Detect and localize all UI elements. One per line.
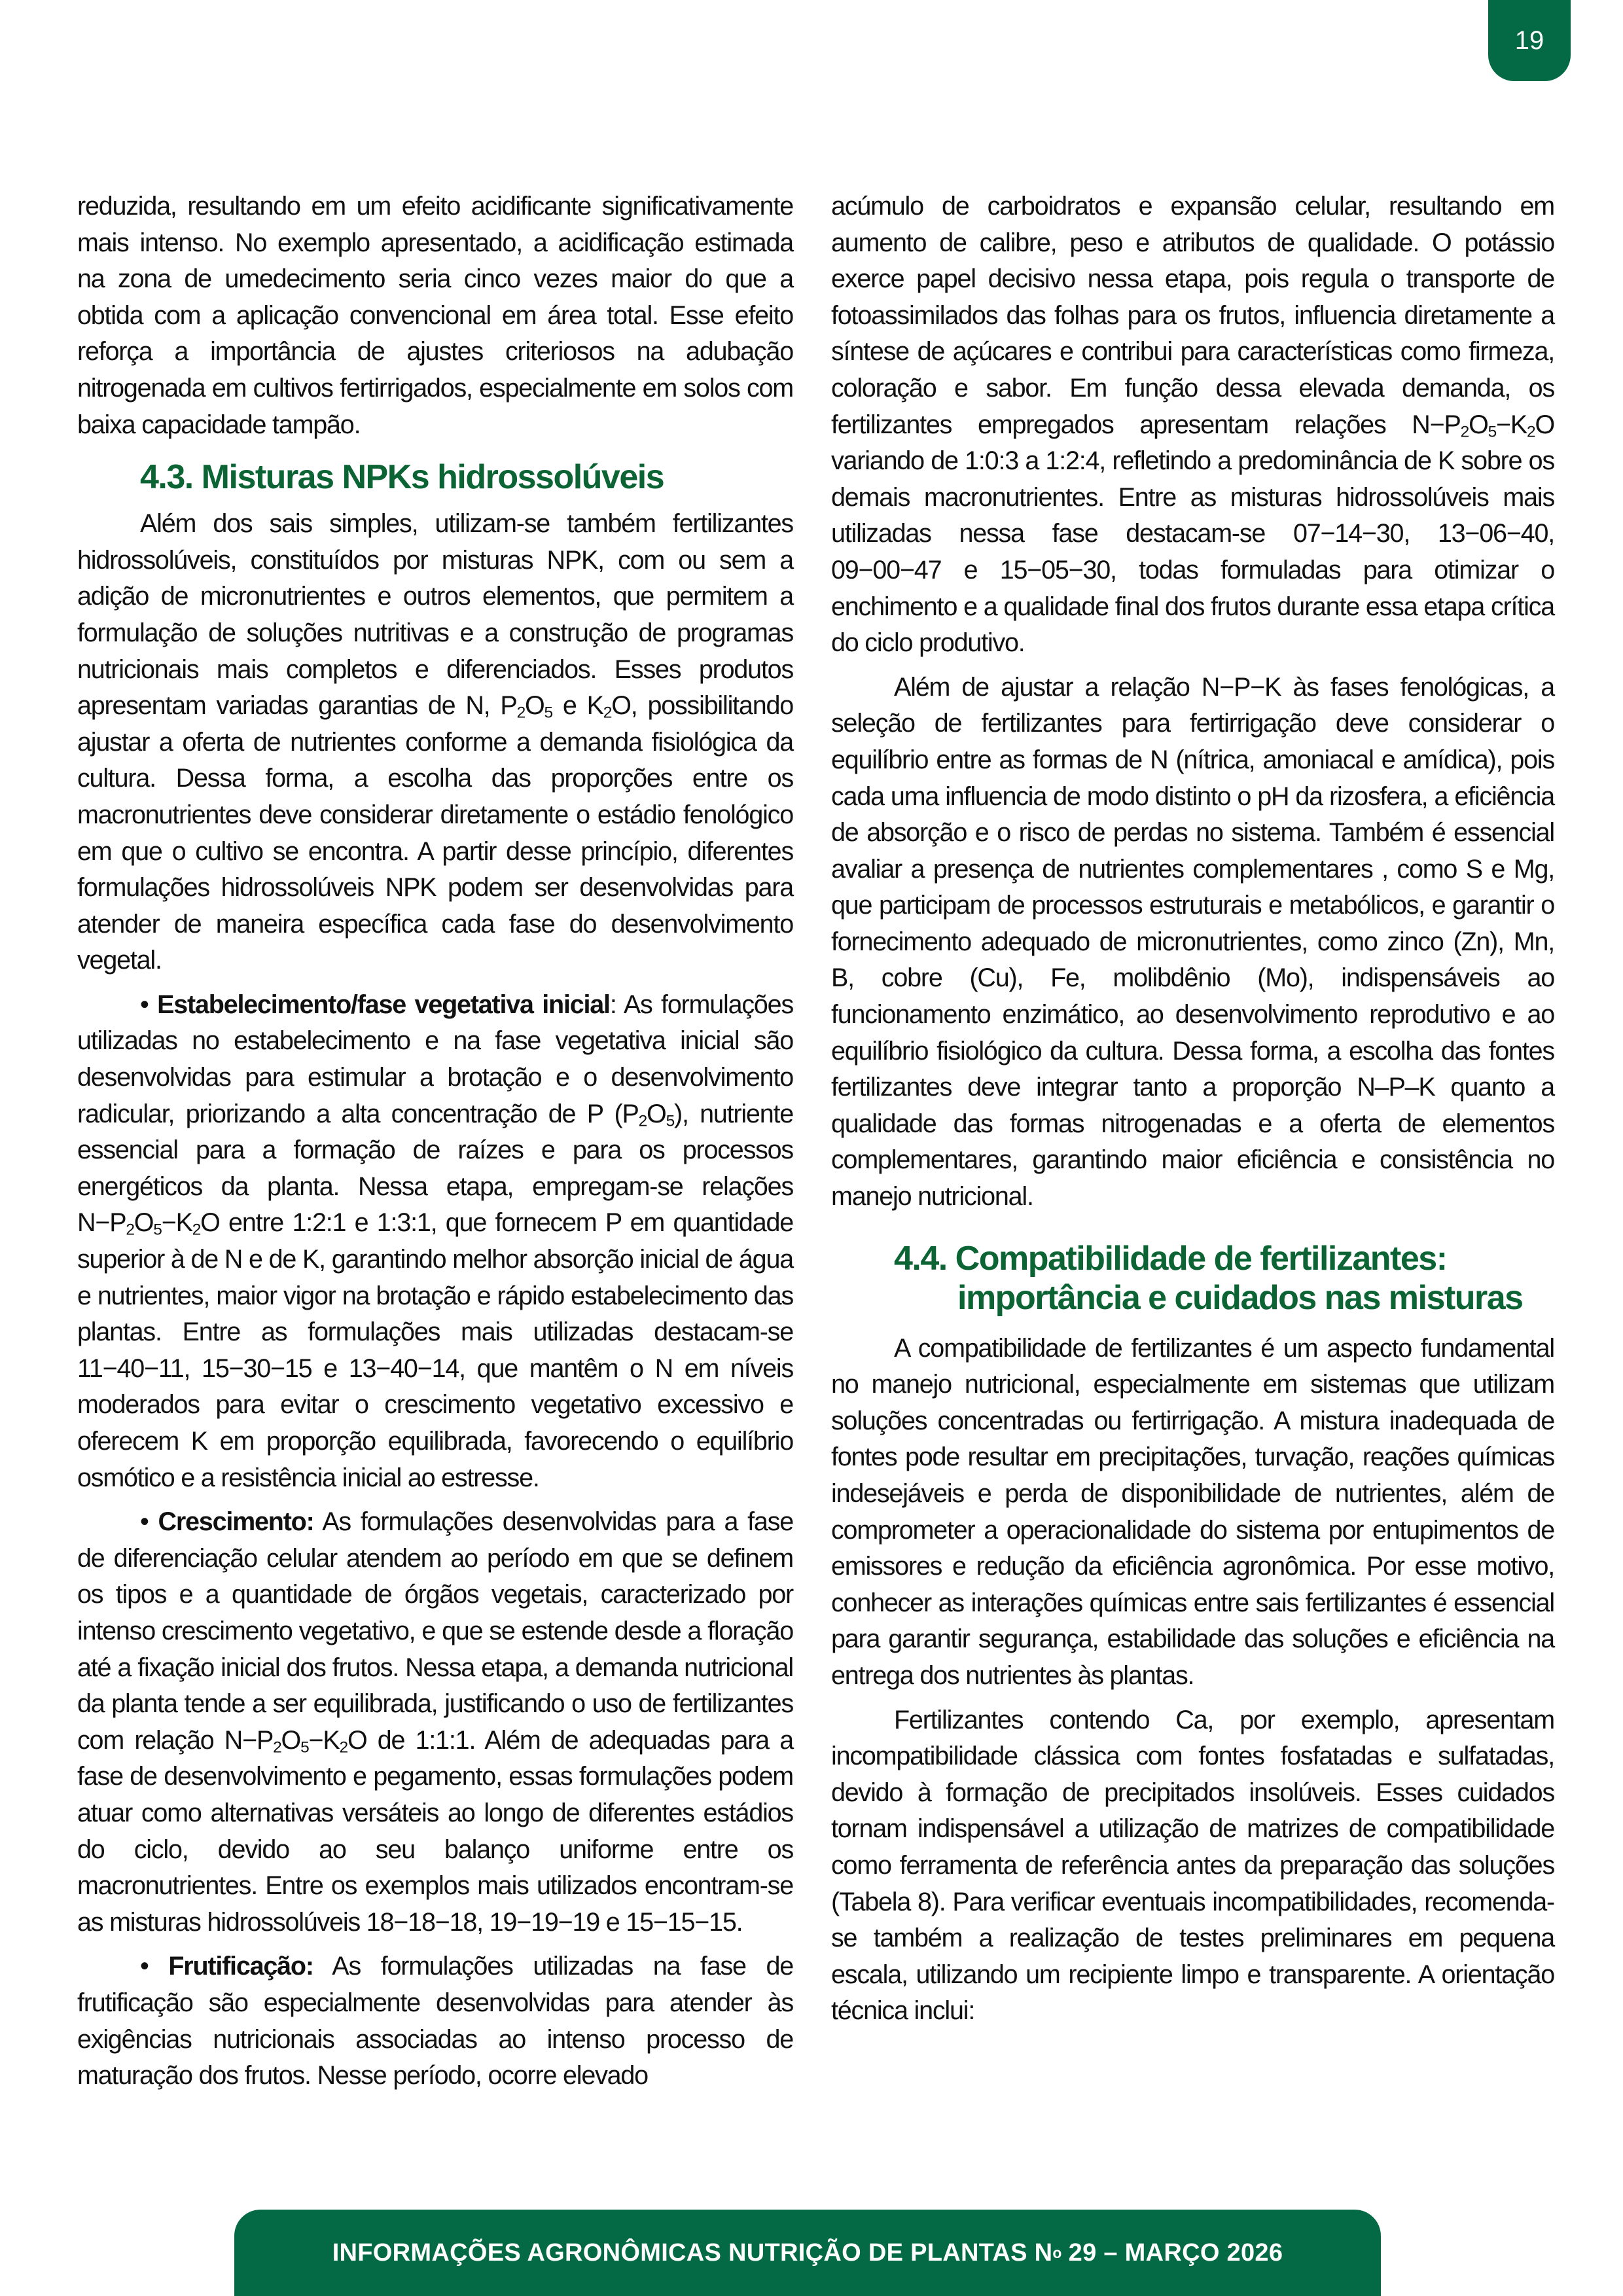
- page-number-badge: [1488, 0, 1571, 81]
- section-heading-4-3: 4.3. Misturas NPKs hidrossolúveis: [140, 458, 664, 497]
- footer-issue: 29 – MARÇO 2026: [1068, 2238, 1283, 2267]
- paragraph-continuation: reduzida, resultando em um efeito acidificante significativamente mais intenso. No exemplo apresentado, a acidificação estimada na zona de umedecimento seria cinco vezes maior do que a obtida com a aplicação convencional em área total. Esse efeito reforça a importância de ajustes criteriosos na adubação nitrogenada em cultivos fertirrigados, especialmente em solos com baixa capacidade tampão.: [77, 192, 793, 439]
- page-number: 19: [1514, 26, 1544, 55]
- footer-banner: INFORMAÇÕES AGRONÔMICAS NUTRIÇÃO DE PLANTAS N o 29 – MARÇO 2026: [234, 2210, 1381, 2296]
- bullet-term: Estabelecimento/fase vegetativa inicial: [157, 990, 610, 1019]
- bullet-term: Frutificação:: [168, 1952, 313, 1981]
- bullet-icon: •: [140, 1507, 149, 1537]
- section-heading-4-4: 4.4. Compatibilidade de fertilizantes: importância e cuidados nas misturas: [894, 1239, 1523, 1317]
- bullet-term: Crescimento:: [158, 1507, 314, 1537]
- paragraph-compatibility: A compatibilidade de fertilizantes é um aspecto fundamental no manejo nutricional, especialmente em sistemas que utilizam soluções concentradas ou fertirrigação. A mistura inadequada de fontes pode resultar em precipitações, turvação, reações químicas indesejáveis e perda de disponibilidade de nutrientes, além de comprometer a operacionalidade do sistema por entupimentos de emissores e redução da eficiência agronômica. Por esse motivo, conhecer as interações químicas entre sais fertilizantes é essencial para garantir segurança, estabilidade das soluções e eficiência na entrega dos nutrientes às plantas.: [831, 1333, 1554, 1690]
- bullet-crescimento: • Crescimento: As formulações desenvolvidas para a fase de diferenciação celular atendem ao período em que se definem os tipos e a quantidade de órgãos vegetais, caracterizado por intenso crescimento vegetativo, e que se estende desde a floração até a fixação inicial dos frutos. Nessa etapa, a demanda nutricional da planta tende a ser equilibrada, justificando o uso de fertilizantes com relação $N-P_2O_5-K_2O$ de 1:1:1. Além de adequadas para a fase de desenvolvimento e pegamento, essas formulações podem atuar como alternativas versáteis ao longo de diferentes estádios do ciclo, devido ao seu balanço uniforme entre os macronutrientes. Entre os exemplos mais utilizados encontram-se as misturas hidrossolúveis 18−18−18, 19−19−19 e 15−15−15.: [77, 1507, 793, 1937]
- paragraph-calcium: Fertilizantes contendo Ca, por exemplo, apresentam incompatibilidade clássica com fontes fosfatadas e sulfatadas, devido à formação de precipitados insolúveis. Esses cuidados tornam indispensável a utilização de matrizes de compatibilidade como ferramenta de referência antes da preparação das soluções (Tabela 8). Para verificar eventuais incompatibilidades, recomenda-se também a realização de testes preliminares em pequena escala, utilizando um recipiente limpo e transparente. A orientação técnica inclui:: [831, 1705, 1554, 2026]
- paragraph-npk-intro: Além dos sais simples, utilizam-se também fertilizantes hidrossolúveis, constituídos por misturas NPK, com ou sem a adição de micronutrientes e outros elementos, que permitem a formulação de soluções nutritivas e a construção de programas nutricionais mais completos e diferenciados. Esses produtos apresentam variadas garantias de N, $P_2O_5$ e $K_2O$, possibilitando ajustar a oferta de nutrientes conforme a demanda fisiológica da cultura. Dessa forma, a escolha das proporções entre os macronutrientes deve considerar diretamente o estádio fenológico em que o cultivo se encontra. A partir desse princípio, diferentes formulações hidrossolúveis NPK podem ser desenvolvidas para atender de maneira específica cada fase do desenvolvimento vegetal.: [77, 509, 793, 975]
- paragraph-npk-selection: Além de ajustar a relação N−P−K às fases fenológicas, a seleção de fertilizantes para fertirrigação deve considerar o equilíbrio entre as formas de N (nítrica, amoniacal e amídica), pois cada uma influencia de modo distinto o pH da rizosfera, a eficiência de absorção e o risco de perdas no sistema. Também é essencial avaliar a presença de nutrientes complementares , como S e Mg, que participam de processos estruturais e metabólicos, e garantir o fornecimento adequado de micronutrientes, como zinco (Zn), Mn, B, cobre (Cu), Fe, molibdênio (Mo), indispensáveis ao funcionamento enzimático, ao desenvolvimento reprodutivo e ao equilíbrio fisiológico da cultura. Dessa forma, a escolha das fontes fertilizantes deve integrar tanto a proporção N–P–K quanto a qualidade das formas nitrogenadas e a oferta de elementos complementares, garantindo maior eficiência e consistência no manejo nutricional.: [831, 672, 1554, 1211]
- paragraph-frutificacao-cont: acúmulo de carboidratos e expansão celular, resultando em aumento de calibre, peso e atributos de qualidade. O potássio exerce papel decisivo nessa etapa, pois regula o transporte de fotoassimilados das folhas para os frutos, influencia diretamente a síntese de açúcares e contribui para características como firmeza, coloração e sabor. Em função dessa elevada demanda, os fertilizantes empregados apresentam relações $N-P_2O_5-K_2O$ variando de 1:0:3 a 1:2:4, refletindo a predominância de K sobre os demais macronutrientes. Entre as misturas hidrossolúveis mais utilizadas nessa fase destacam-se 07−14−30, 13−06−40, 09−00−47 e 15−05−30, todas formuladas para otimizar o enchimento e a qualidade final dos frutos durante essa etapa crítica do ciclo produtivo.: [831, 192, 1554, 658]
- left-column: [77, 188, 793, 2094]
- bullet-estabelecimento: • Estabelecimento/fase vegetativa inicial: As formulações utilizadas no estabelecimento e na fase vegetativa inicial são desenvolvidas para estimular a brotação e o desenvolvimento radicular, priorizando a alta concentração de P $(P_2O_5)$, nutriente essencial para a formação de raízes e para os processos energéticos da planta. Nessa etapa, empregam-se relações $N-P_2O_5-K_2O$ entre 1:2:1 e 1:3:1, que fornecem P em quantidade superior à de N e de K, garantindo melhor absorção inicial de água e nutrientes, maior vigor na brotação e rápido estabelecimento das plantas. Entre as formulações mais utilizadas destacam-se 11−40−11, 15−30−15 e 13−40−14, que mantêm o N em níveis moderados para evitar o crescimento vegetativo excessivo e oferecem K em proporção equilibrada, favorecendo o equilíbrio osmótico e a resistência inicial ao estresse.: [77, 990, 794, 1492]
- bullet-icon: •: [140, 1952, 149, 1981]
- footer-title: INFORMAÇÕES AGRONÔMICAS NUTRIÇÃO DE PLANTAS N: [332, 2238, 1053, 2267]
- bullet-icon: •: [140, 990, 149, 1019]
- bullet-frutificacao: • Frutificação: As formulações utilizadas na fase de frutificação são especialmente desenvolvidas para atender às exigências nutricionais associadas ao intenso processo de maturação dos frutos. Nesse período, ocorre elevado: [77, 1952, 794, 2090]
- right-column: [831, 188, 1554, 2030]
